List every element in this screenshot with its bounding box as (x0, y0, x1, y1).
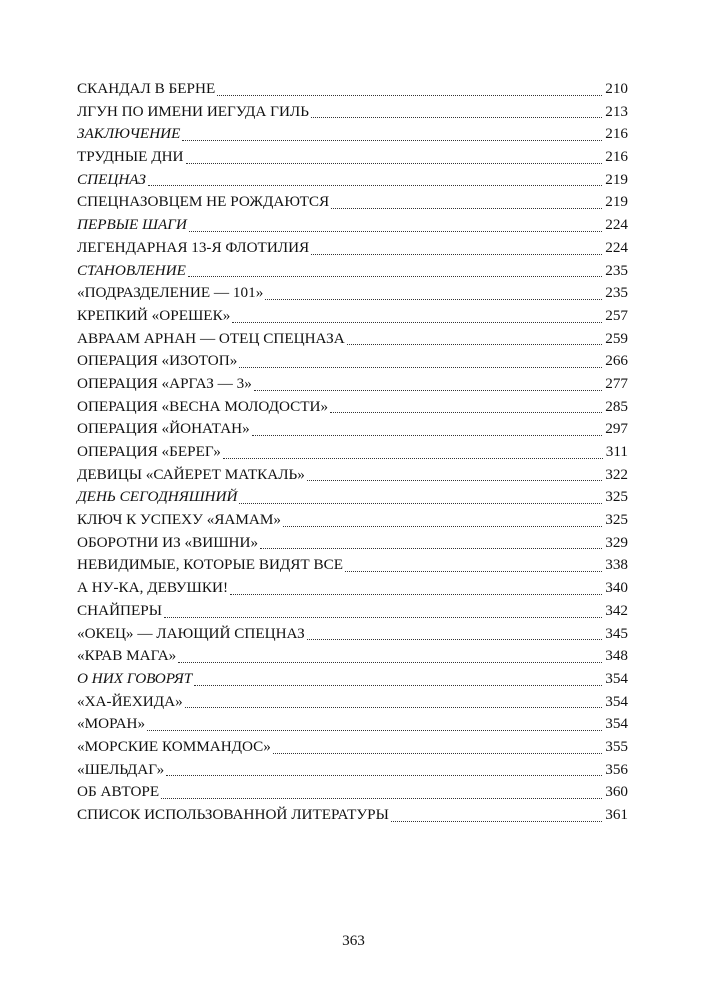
toc-entry (77, 396, 628, 419)
dot-leader (189, 230, 602, 232)
dot-leader (239, 366, 602, 368)
toc-entry-page: 322 (605, 465, 628, 483)
dot-leader (223, 457, 603, 459)
toc-entry-page: 277 (605, 374, 628, 392)
toc-entry (77, 509, 628, 532)
toc-entry (77, 373, 628, 396)
dot-leader (148, 184, 602, 186)
toc-entry-title: ПЕРВЫЕ ШАГИ (77, 216, 187, 234)
toc-entry (77, 237, 628, 260)
dot-leader (254, 389, 602, 391)
toc-entry-page: 354 (605, 669, 628, 687)
toc-entry-title: ОПЕРАЦИЯ «ИЗОТОП» (77, 352, 238, 370)
toc-entry-page: 219 (605, 193, 628, 211)
toc-entry (77, 645, 628, 668)
toc-entry (77, 328, 628, 351)
toc-entry (77, 577, 628, 600)
toc-entry-title: «МОРАН» (77, 715, 146, 733)
dot-leader (283, 525, 602, 527)
toc-entry-title: ЗАКЛЮЧЕНИЕ (77, 125, 181, 143)
toc-entry-title: КРЕПКИЙ «ОРЕШЕК» (77, 306, 231, 324)
toc-entry-title: «ОКЕЦ» — ЛАЮЩИЙ СПЕЦНАЗ (77, 624, 305, 642)
toc-entry (77, 600, 628, 623)
toc-entry-title: «МОРСКИЕ КОММАНДОС» (77, 737, 271, 755)
toc-entry-title: А НУ-КА, ДЕВУШКИ! (77, 579, 228, 597)
toc-entry-page: 361 (605, 806, 628, 823)
toc-entry (77, 350, 628, 373)
toc-entry (77, 668, 628, 691)
dot-leader (188, 275, 602, 277)
toc-entry-title: НЕВИДИМЫЕ, КОТОРЫЕ ВИДЯТ ВСЕ (77, 556, 344, 574)
toc-entry (77, 736, 628, 759)
dot-leader (311, 116, 602, 118)
table-of-contents (77, 78, 628, 827)
toc-entry-title: СПИСОК ИСПОЛЬЗОВАННОЙ ЛИТЕРАТУРЫ (77, 806, 389, 823)
toc-entry (77, 804, 628, 827)
toc-entry-page: 216 (605, 148, 628, 166)
toc-entry (77, 78, 628, 101)
dot-leader (182, 139, 602, 141)
dot-leader (330, 411, 602, 413)
dot-leader (307, 638, 602, 640)
toc-entry-page: 325 (605, 488, 628, 506)
toc-entry-title: ОБОРОТНИ ИЗ «ВИШНИ» (77, 533, 259, 551)
toc-entry-title: ДЕНЬ СЕГОДНЯШНИЙ (77, 488, 238, 506)
toc-entry-page: 354 (605, 715, 628, 733)
toc-entry-page: 356 (605, 760, 628, 778)
dot-leader (186, 162, 603, 164)
toc-entry-page: 266 (605, 352, 628, 370)
dot-leader (307, 479, 602, 481)
toc-entry-title: ДЕВИЦЫ «САЙЕРЕТ МАТКАЛЬ» (77, 465, 305, 483)
toc-entry-page: 355 (605, 737, 628, 755)
toc-entry-title: «КРАВ МАГА» (77, 647, 177, 665)
dot-leader (185, 706, 603, 708)
toc-entry-page: 224 (605, 238, 628, 256)
toc-entry-title: СПЕЦНАЗ (77, 170, 146, 188)
toc-entry (77, 101, 628, 124)
dot-leader (230, 593, 602, 595)
toc-entry-title: О НИХ ГОВОРЯТ (77, 669, 193, 687)
toc-entry-title: «ХА-ЙЕХИДА» (77, 692, 183, 710)
toc-entry-title: СКАНДАЛ В БЕРНЕ (77, 80, 216, 97)
dot-leader (347, 343, 603, 345)
toc-entry-page: 235 (605, 284, 628, 302)
toc-entry-page: 342 (605, 601, 628, 619)
toc-entry-title: КЛЮЧ К УСПЕХУ «ЯАМАМ» (77, 511, 281, 529)
toc-entry (77, 532, 628, 555)
toc-entry (77, 260, 628, 283)
toc-entry-title: «ПОДРАЗДЕЛЕНИЕ — 101» (77, 284, 264, 302)
toc-entry-page: 235 (605, 261, 628, 279)
toc-entry-page: 257 (605, 306, 628, 324)
toc-entry-title: СПЕЦНАЗОВЦЕМ НЕ РОЖДАЮТСЯ (77, 193, 330, 211)
dot-leader (331, 207, 602, 209)
dot-leader (161, 797, 602, 799)
toc-entry-page: 219 (605, 170, 628, 188)
page-number: 363 (342, 932, 365, 949)
dot-leader (273, 752, 602, 754)
toc-entry-page: 210 (605, 80, 628, 97)
toc-entry-page: 340 (605, 579, 628, 597)
toc-entry-title: ЛЕГЕНДАРНАЯ 13-Я ФЛОТИЛИЯ (77, 238, 310, 256)
toc-entry-page: 224 (605, 216, 628, 234)
toc-entry-page: 354 (605, 692, 628, 710)
toc-entry (77, 191, 628, 214)
toc-entry (77, 623, 628, 646)
toc-entry (77, 691, 628, 714)
toc-entry-page: 213 (605, 102, 628, 120)
toc-entry (77, 713, 628, 736)
toc-entry-page: 325 (605, 511, 628, 529)
toc-entry (77, 169, 628, 192)
toc-entry-title: «ШЕЛЬДАГ» (77, 760, 165, 778)
dot-leader (265, 298, 602, 300)
toc-entry-page: 360 (605, 783, 628, 801)
toc-entry-title: СНАЙПЕРЫ (77, 601, 162, 619)
toc-entry (77, 781, 628, 804)
dot-leader (194, 684, 602, 686)
dot-leader (252, 434, 602, 436)
toc-entry-title: ЛГУН ПО ИМЕНИ ИЕГУДА ГИЛЬ (77, 102, 309, 120)
toc-entry (77, 759, 628, 782)
toc-entry-page: 345 (605, 624, 628, 642)
dot-leader (166, 774, 602, 776)
dot-leader (391, 820, 602, 822)
toc-entry-title: АВРААМ АРНАН — ОТЕЦ СПЕЦНАЗА (77, 329, 345, 347)
toc-entry-title: ТРУДНЫЕ ДНИ (77, 148, 184, 166)
toc-entry (77, 146, 628, 169)
toc-entry-page: 311 (605, 443, 628, 460)
dot-leader (311, 253, 602, 255)
dot-leader (164, 616, 602, 618)
toc-entry-page: 216 (605, 125, 628, 143)
toc-entry-title: СТАНОВЛЕНИЕ (77, 261, 186, 279)
toc-entry (77, 554, 628, 577)
toc-entry-title: ОПЕРАЦИЯ «АРГАЗ — 3» (77, 374, 252, 392)
toc-entry (77, 282, 628, 305)
toc-entry (77, 123, 628, 146)
toc-entry-title: ОПЕРАЦИЯ «ЙОНАТАН» (77, 420, 250, 438)
toc-entry (77, 305, 628, 328)
toc-entry-title: ОБ АВТОРЕ (77, 783, 160, 801)
toc-entry-page: 329 (605, 533, 628, 551)
dot-leader (239, 502, 602, 504)
toc-entry (77, 464, 628, 487)
toc-entry (77, 214, 628, 237)
toc-entry-page: 348 (605, 647, 628, 665)
toc-entry (77, 441, 628, 464)
dot-leader (147, 729, 602, 731)
toc-entry-page: 338 (605, 556, 628, 574)
toc-entry-title: ОПЕРАЦИЯ «БЕРЕГ» (77, 443, 221, 460)
dot-leader (345, 570, 602, 572)
dot-leader (232, 321, 602, 323)
toc-entry-page: 259 (605, 329, 628, 347)
toc-entry (77, 486, 628, 509)
dot-leader (178, 661, 602, 663)
toc-entry (77, 418, 628, 441)
toc-entry-page: 297 (605, 420, 628, 438)
dot-leader (260, 547, 602, 549)
toc-entry-title: ОПЕРАЦИЯ «ВЕСНА МОЛОДОСТИ» (77, 397, 329, 415)
toc-entry-page: 285 (605, 397, 628, 415)
dot-leader (217, 94, 602, 96)
